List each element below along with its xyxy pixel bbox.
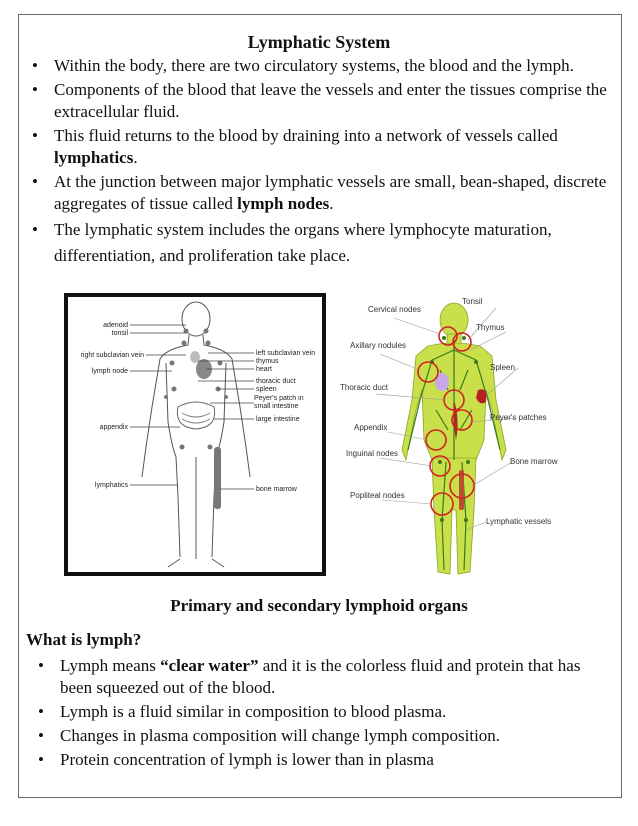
label-thoracic-duct: thoracic duct: [256, 378, 296, 385]
label-appendix: appendix: [99, 424, 128, 431]
label-lymph-node: lymph node: [91, 368, 128, 375]
bullet-item: • Lymph is a fluid similar in composition to blood plasma.: [32, 701, 612, 723]
label-left-subclavian-vein: left subclavian vein: [256, 350, 316, 357]
term-lymphatics: lymphatics: [54, 148, 134, 167]
page-title: Lymphatic System: [247, 32, 391, 52]
label-spleen: spleen: [256, 386, 277, 393]
label-bone-marrow-2: Bone marrow: [510, 457, 558, 466]
line-drawing-svg: [68, 297, 322, 572]
term-lymph-nodes: lymph nodes: [237, 194, 330, 213]
label-cervical-nodes: Cervical nodes: [368, 305, 421, 314]
bullet-item: • At the junction between major lymphatic vessels are small, bean-shaped, discrete aggregates of tissue called lymph nodes.: [26, 171, 616, 215]
bullet-item: • Within the body, there are two circulatory systems, the blood and the lymph.: [26, 55, 616, 77]
bullet-item: • Components of the blood that leave the vessels and enter the tissues comprise the extracellular fluid.: [26, 79, 616, 123]
label-peyers-patch: Peyer's patch in small intestine: [254, 395, 304, 410]
figure-caption: Primary and secondary lymphoid organs: [170, 596, 468, 615]
bullet-item: • Lymph means “clear water” and it is the colorless fluid and protein that has been squeezed out of the blood.: [32, 655, 612, 699]
label-tonsil: tonsil: [111, 330, 128, 337]
term-clear-water: “clear water”: [160, 656, 259, 675]
label-tonsil-2: Tonsil: [462, 297, 483, 306]
bullet-item: • Protein concentration of lymph is lower than in plasma: [32, 749, 612, 771]
illustration-svg: [336, 290, 592, 590]
bullet-item: • This fluid returns to the blood by draining into a network of vessels called lymphatics.: [26, 125, 616, 169]
lymph-bullet-list: [32, 655, 612, 773]
label-large-intestine: large intestine: [256, 416, 300, 423]
label-inguinal-nodes: Inguinal nodes: [346, 449, 399, 458]
label-thymus: thymus: [256, 358, 279, 365]
bone-marrow-shape-2: [459, 470, 464, 510]
bullet-item: • The lymphatic system includes the organs where lymphocyte maturation, differentiation, and proliferation take place.: [26, 217, 616, 269]
bullet-item: • Changes in plasma composition will change lymph composition.: [32, 725, 612, 747]
label-heart: heart: [256, 366, 272, 373]
intro-bullet-list: [26, 55, 616, 271]
section-heading: What is lymph?: [26, 630, 142, 649]
bone-marrow-shape: [214, 447, 221, 509]
label-lymphatic-vessels: Lymphatic vessels: [486, 517, 552, 526]
lymphoid-organs-line-drawing: [64, 293, 326, 576]
label-right-subclavian-vein: right subclavian vein: [80, 352, 144, 359]
label-lymphatics: lymphatics: [94, 482, 128, 489]
lymphatic-system-illustration: [336, 290, 592, 590]
label-axillary-nodules: Axillary nodules: [350, 341, 407, 350]
label-bone-marrow: bone marrow: [256, 486, 297, 493]
label-adenoid: adenoid: [103, 322, 128, 329]
label-thymus-2: Thymus: [476, 323, 505, 332]
label-appendix-2: Appendix: [354, 423, 388, 432]
label-peyers-patches: Peyer's patches: [490, 413, 547, 422]
label-popliteal-nodes: Popliteal nodes: [350, 491, 405, 500]
label-thoracic-duct-2: Thoracic duct: [340, 383, 389, 392]
label-spleen-2: Spleen: [490, 363, 515, 372]
